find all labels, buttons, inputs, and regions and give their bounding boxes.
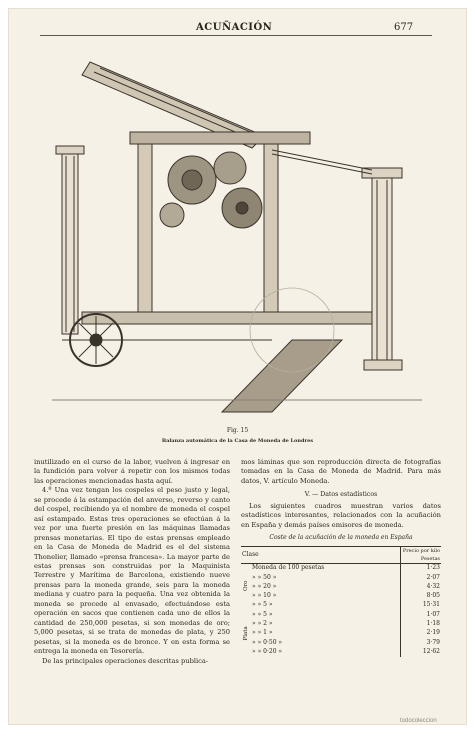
table-row bbox=[241, 582, 441, 591]
section-heading: V. — Datos estadísticos bbox=[304, 491, 378, 499]
column-header-cost: Precio por kilo Pesetas bbox=[401, 546, 442, 563]
page-number: 677 bbox=[394, 22, 414, 33]
paragraph: inutilizado en el curso de la labor, vuelven á ingresar en la fundición para volver á repetir con los mismos todas las operaciones mencionadas hasta aquí. bbox=[34, 458, 230, 485]
right-text-column bbox=[241, 458, 441, 657]
row-name: Moneda de 100 pesetas bbox=[252, 564, 325, 572]
metal-label-gold: Oro bbox=[243, 581, 249, 592]
row-value: 15·31 bbox=[401, 601, 442, 610]
row-name: » » 20 » bbox=[252, 582, 277, 590]
coinage-cost-table bbox=[241, 546, 441, 657]
left-text-column bbox=[34, 458, 230, 666]
header-rule bbox=[40, 35, 432, 36]
watermark: todocoleccion bbox=[400, 718, 437, 724]
table-row bbox=[241, 619, 441, 628]
row-value: 1·18 bbox=[401, 619, 442, 628]
row-name: » » 2 » bbox=[252, 620, 273, 628]
row-value: 2·07 bbox=[401, 573, 442, 582]
row-name: » » 5 » bbox=[252, 601, 273, 609]
coin-balance-engraving bbox=[42, 40, 432, 420]
column-header-class: Clase bbox=[241, 546, 401, 563]
page-header-title: ACUÑACIÓN bbox=[196, 22, 273, 33]
paragraph: mos láminas que son reproducción directa de fotografías tomadas en la Casa de Moneda de Madrid. Para más datos, V. artículo Moneda. bbox=[241, 458, 441, 485]
table-row bbox=[241, 610, 441, 619]
row-name: » » 0·50 » bbox=[252, 638, 283, 646]
row-value: 4·32 bbox=[401, 582, 442, 591]
paragraph: De las principales operaciones descritas publica- bbox=[42, 656, 209, 665]
row-value: 3·79 bbox=[401, 638, 442, 647]
table-row bbox=[241, 629, 441, 638]
paragraph: Los siguientes cuadros muestran varios datos estadísticos interesantes, relacionados con la acuñación en España y demás países emisores de moneda. bbox=[241, 501, 441, 529]
row-value: 2·19 bbox=[401, 629, 442, 638]
paragraph: 4.º Una vez tengan los cospeles el peso justo y legal, se procede á la estampación del anverso, reverso y canto del cospel, recibiendo ya el nombre de moneda el cospel así estampado. Estas tres operaciones se efectúan á la vez por una fuerte presión en las máquinas llamadas prensas monetarias. El tipo de estas prensas empleado en la Casa de Moneda de Madrid es el del sistema Thonelier, llamado «prensa francesa». La mayor parte de estas prensas son construidas por la Maquinista Terrestre y Marítima de Barcelona, existiendo nueve prensas para la moneda grande, seis para la moneda mediana y cuatro para la pequeña. Una vez obtenida la moneda se procede al envasado, efectuándose esta operación en sacos que contienen cada uno de ellos la cantidad de 250,000 pesetas, si son monedas de oro; 5,000 pesetas, si se trata de monedas de plata, y 250 pesetas, si la moneda es de bronce. Y en esta forma se entrega la moneda en Tesorería. bbox=[34, 486, 230, 656]
row-value: 1·07 bbox=[401, 610, 442, 619]
figure-caption: Balanza automática de la Casa de Moneda de Londres bbox=[161, 438, 314, 444]
row-name: » » 1 » bbox=[252, 629, 273, 637]
row-name: » » 0·20 » bbox=[252, 647, 283, 655]
row-value: 8·05 bbox=[401, 592, 442, 601]
table-row bbox=[241, 592, 441, 601]
row-value: 1·23 bbox=[401, 563, 442, 573]
row-value: 12·62 bbox=[401, 647, 442, 656]
table-row bbox=[241, 601, 441, 610]
figure-label: Fig. 15 bbox=[226, 427, 249, 434]
table-row bbox=[241, 573, 441, 582]
table-title: Coste de la acuñación de la moneda en España bbox=[269, 534, 413, 542]
metal-label-silver: Plata bbox=[243, 626, 249, 641]
row-name: » » 5 » bbox=[252, 610, 273, 618]
page-bottom-margin bbox=[8, 725, 467, 737]
table-row bbox=[241, 638, 441, 647]
table-row bbox=[241, 647, 441, 656]
row-name: » » 50 » bbox=[252, 573, 277, 581]
table-row bbox=[241, 563, 441, 573]
row-name: » » 10 » bbox=[252, 592, 277, 600]
